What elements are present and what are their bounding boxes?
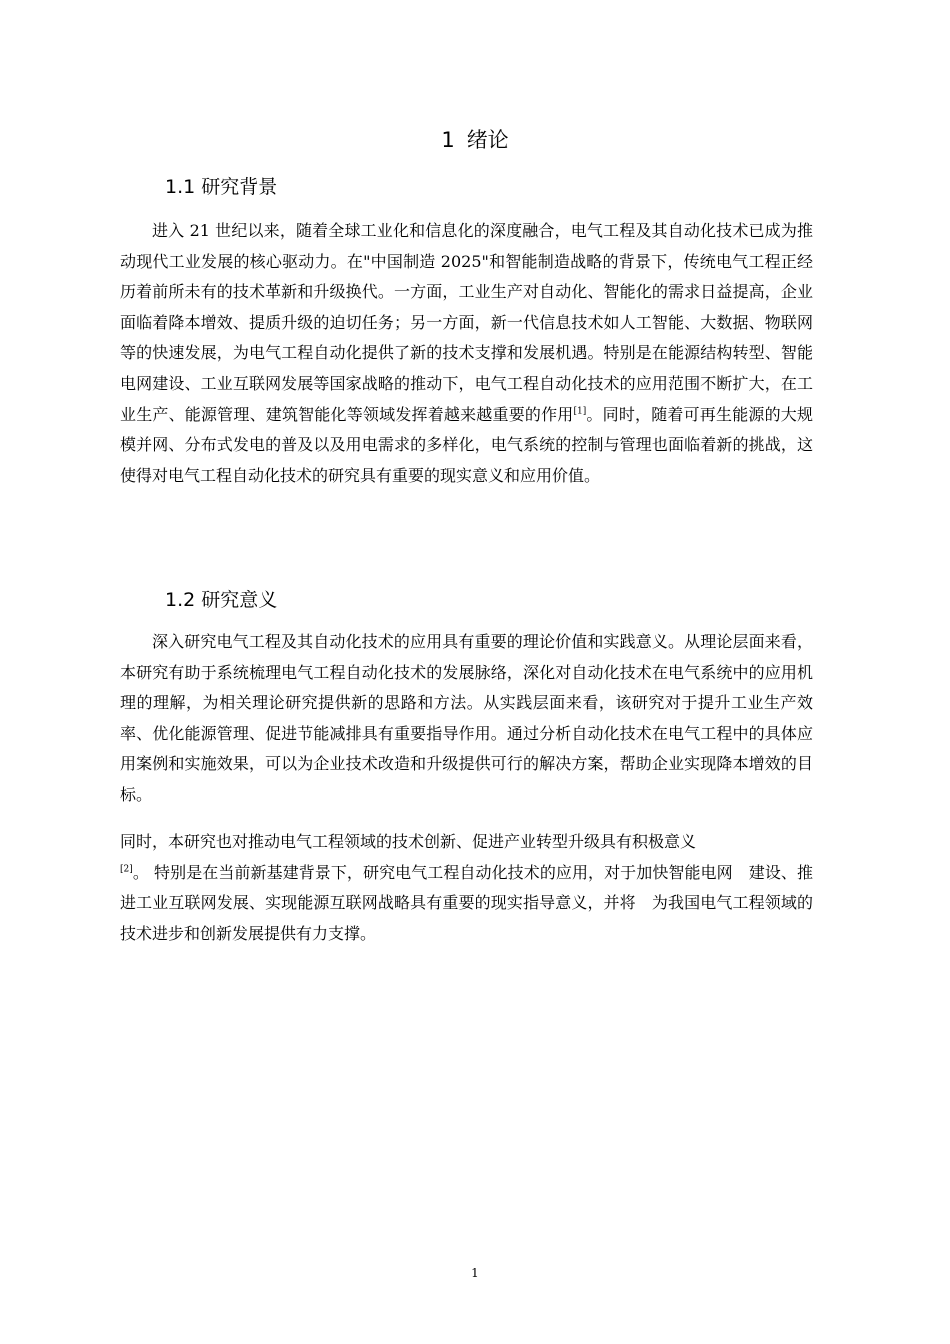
chapter-title: [0, 126, 950, 154]
chapter-number: 1: [441, 128, 455, 152]
chapter-title-text: 绪论: [466, 128, 509, 152]
paragraph-significance: [120, 627, 813, 811]
page-number: 1: [471, 1266, 479, 1280]
citation-ref: [1]: [573, 406, 587, 417]
paragraph-background: [120, 216, 813, 491]
paragraph-text: 。 特别是在当前新基建背景下，研究电气工程自动化技术的应用，对于加快智能电网 建设、推进工业互联网发展、实现能源互联网战略具有重要的现实指导意义，并将 为我国电气工程领域的技术进步和创新发展提供有力支撑。: [120, 862, 813, 943]
paragraph-significance-continued: [120, 827, 813, 949]
citation-ref: [2]: [120, 864, 133, 875]
paragraph-text: 深入研究电气工程及其自动化技术的应用具有重要的理论价值和实践意义。从理论层面来看，本研究有助于系统梳理电气工程自动化技术的发展脉络，深化对自动化技术在电气系统中的应用机理的理解，为相关理论研究提供新的思路和方法。从实践层面来看，该研究对于提升工业生产效率、优化能源管理、促进节能减排具有重要指导作用。通过分析自动化技术在电气工程中的具体应用案例和实施效果，可以为企业技术改造和升级提供可行的解决方案，帮助企业实现降本增效的目标。: [120, 632, 813, 804]
section-heading-background: 1.1 研究背景: [165, 176, 278, 198]
paragraph-text: 同时，本研究也对推动电气工程领域的技术创新、促进产业转型升级具有积极意义: [120, 832, 697, 851]
paragraph-text: 进入 21 世纪以来，随着全球工业化和信息化的深度融合，电气工程及其自动化技术已成为推动现代工业发展的核心驱动力。在"中国制造 2025"和智能制造战略的背景下，传统电气工程正经历着前所未有的技术革新和升级换代。一方面，工业生产对自动化、智能化的需求日益提高，企业面临着降本增效、提质升级的迫切任务；另一方面，新一代信息技术如人工智能、大数据、物联网等的快速发展，为电气工程自动化提供了新的技术支撑和发展机遇。特别是在能源结构转型、智能电网建设、工业互联网发展等国家战略的推动下，电气工程自动化技术的应用范围不断扩大，在工业生产、能源管理、建筑智能化等领域发挥着越来越重要的作用: [120, 221, 813, 424]
paragraph-text: 。同时，随着可再生能源的大规模并网、分布式发电的普及以及用电需求的多样化，电气系统的控制与管理也面临着新的挑战，这使得对电气工程自动化技术的研究具有重要的现实意义和应用价值。: [120, 404, 813, 485]
section-heading-significance: 1.2 研究意义: [165, 589, 278, 611]
